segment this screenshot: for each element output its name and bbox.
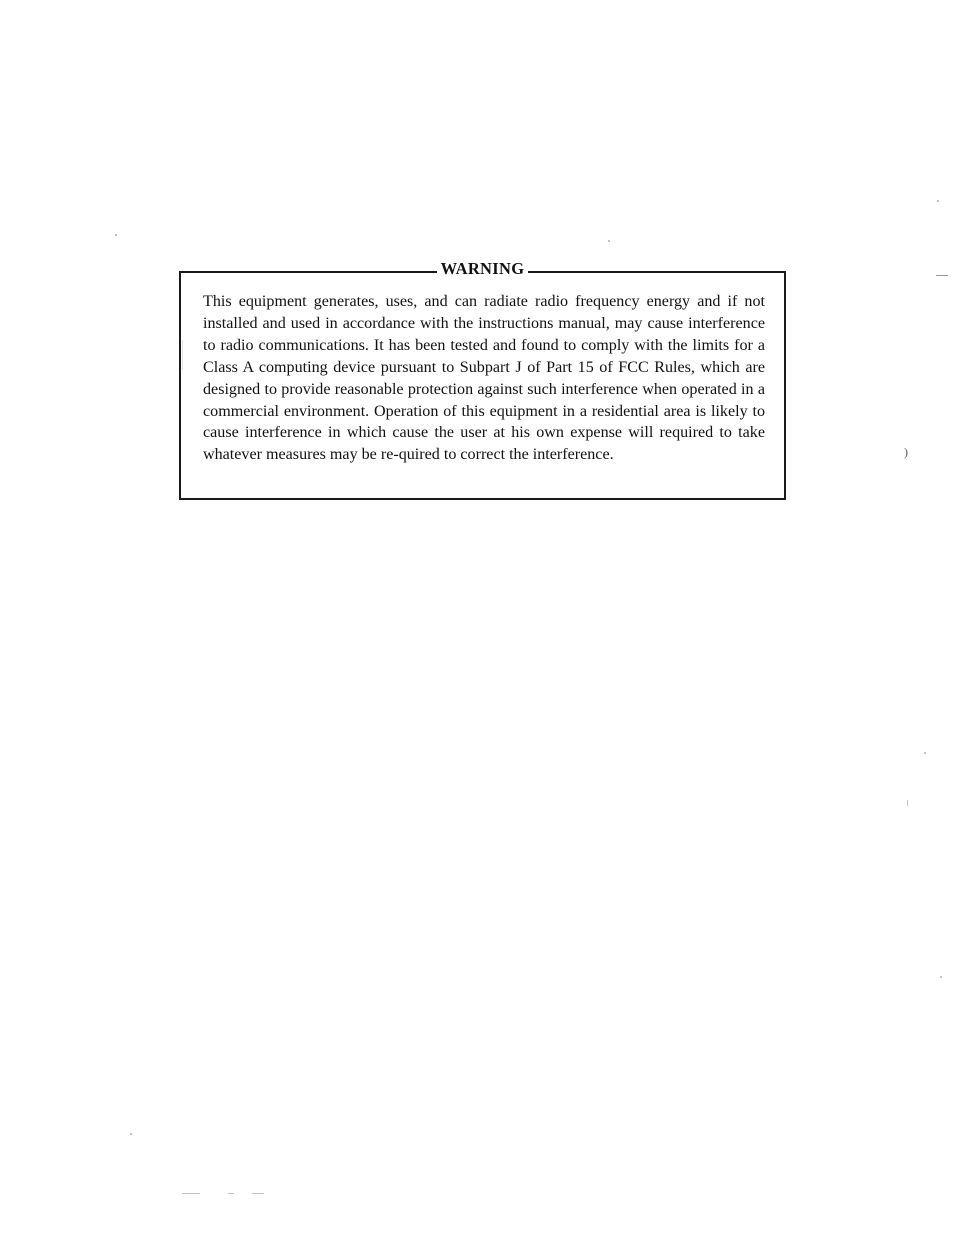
scan-speck — [252, 1193, 264, 1194]
warning-body-text: This equipment generates, uses, and can radiate radio frequency energy and if not installed and used in accordance with the instructions manual, may cause interference to radio communications. It has been tested and found to comply with the limits for a Class A computing device pursuant to Subpart J of Part 15 of FCC Rules, which are designed to provide reasonable protection against such interference when operated in a commercial environment. Operation of this equipment in a residential area is likely to cause interference in which cause the user at his own expense will required to take whatever measures may be re-quired to correct the interference. — [203, 293, 765, 464]
scan-speck — [608, 240, 610, 242]
warning-heading — [181, 259, 784, 279]
margin-dash-mark: — — [936, 267, 948, 281]
scan-speck — [937, 200, 939, 202]
scan-speck — [940, 976, 942, 978]
margin-paren-mark: ) — [904, 445, 908, 459]
scan-speck — [228, 1193, 234, 1194]
scan-speck — [130, 1133, 132, 1135]
warning-heading-text: WARNING — [437, 259, 529, 278]
scan-speck — [182, 1193, 200, 1194]
scan-speck — [907, 800, 908, 806]
scan-speck — [115, 234, 117, 236]
warning-notice-box — [179, 259, 786, 500]
scan-speck — [924, 752, 926, 754]
scan-speck — [182, 340, 183, 370]
